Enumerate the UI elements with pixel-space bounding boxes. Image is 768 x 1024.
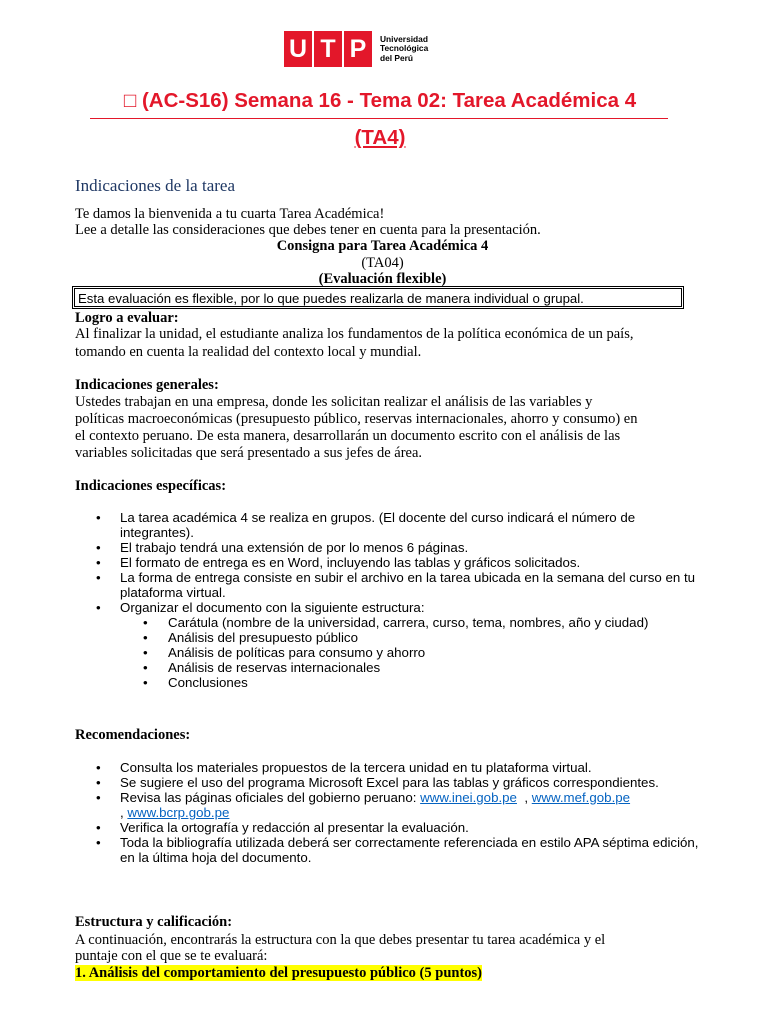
logro-heading: Logro a evaluar:	[75, 310, 179, 326]
logro-line: Al finalizar la unidad, el estudiante analiza los fundamentos de la política económica de un país,	[75, 326, 634, 342]
list-item: • Se sugiere el uso del programa Microsoft Excel para las tablas y gráficos correspondientes.	[96, 775, 700, 790]
bcrp-link[interactable]: www.bcrp.gob.pe	[127, 805, 230, 820]
estructura-heading: Estructura y calificación:	[75, 914, 233, 930]
list-item: • Organizar el documento con la siguiente estructura:	[96, 600, 700, 615]
generales-line: el contexto peruano. De esta manera, desarrollarán un documento escrito con el análisis de las	[75, 428, 621, 444]
list-item-links: • Revisa las páginas oficiales del gobierno peruano: www.inei.gob.pe , www.mef.gob.pe , www.bcrp.gob.pe	[96, 790, 700, 820]
mef-link[interactable]: www.mef.gob.pe	[531, 790, 631, 805]
estructura-line: A continuación, encontrarás la estructura con la que debes presentar tu tarea académica y el	[75, 932, 606, 948]
highlighted-item: 1. Análisis del comportamiento del presupuesto público (5 puntos)	[75, 965, 482, 981]
sub-list-item: • Análisis de reservas internacionales	[143, 660, 700, 675]
sub-list-item: • Carátula (nombre de la universidad, carrera, curso, tema, nombres, año y ciudad)	[143, 615, 700, 630]
logo-university-name: Universidad Tecnológica del Perú	[380, 33, 429, 63]
sub-list-item: • Análisis de políticas para consumo y ahorro	[143, 645, 700, 660]
flexible-evaluation-note: Esta evaluación es flexible, por lo que puedes realizarla de manera individual o grupal.	[74, 288, 682, 307]
list-item: • Verifica la ortografía y redacción al presentar la evaluación.	[96, 820, 700, 835]
consigna-code: (TA04)	[361, 255, 404, 271]
generales-line: Ustedes trabajan en una empresa, donde les solicitan realizar el análisis de las variables y	[75, 394, 593, 410]
page-title: □ (AC-S16) Semana 16 - Tema 02: Tarea Académica 4	[123, 89, 637, 112]
consigna-heading: Consigna para Tarea Académica 4	[276, 238, 489, 254]
generales-line: políticas macroeconómicas (presupuesto público, reservas internacionales, ahorro y consumo) en	[75, 411, 638, 427]
list-item: • La tarea académica 4 se realiza en grupos. (El docente del curso indicará el número de integrantes).	[96, 510, 700, 540]
list-item: • Consulta los materiales propuestos de la tercera unidad en tu plataforma virtual.	[96, 760, 700, 775]
generales-heading: Indicaciones generales:	[75, 377, 219, 393]
list-item: • La forma de entrega consiste en subir el archivo en la tarea ubicada en la semana del curso en tu plataforma virtual.	[96, 570, 700, 600]
read-text: Lee a detalle las consideraciones que debes tener en cuenta para la presentación.	[75, 222, 541, 238]
page-title-code: (TA4)	[354, 126, 406, 149]
inei-link[interactable]: www.inei.gob.pe	[420, 790, 517, 805]
recomendaciones-list	[96, 760, 700, 865]
list-item: • El formato de entrega es en Word, incluyendo las tablas y gráficos solicitados.	[96, 555, 700, 570]
logo-letter-p: P	[344, 31, 372, 67]
recomendaciones-heading: Recomendaciones:	[75, 727, 191, 743]
logo-letter-u: U	[284, 31, 312, 67]
sub-list-item: • Conclusiones	[143, 675, 700, 690]
evaluation-type: (Evaluación flexible)	[318, 271, 447, 287]
logro-line: tomando en cuenta la realidad del contexto local y mundial.	[75, 344, 422, 360]
generales-line: variables solicitadas que será presentado a sus jefes de área.	[75, 445, 423, 461]
sub-list-item: • Análisis del presupuesto público	[143, 630, 700, 645]
especificas-list	[96, 510, 700, 690]
links-prefix: Revisa las páginas oficiales del gobierno peruano:	[120, 790, 417, 805]
estructura-item-1	[75, 965, 482, 982]
list-item: • Toda la bibliografía utilizada deberá ser correctamente referenciada en estilo APA séptima edición, en la última hoja del documento.	[96, 835, 700, 865]
title-divider	[90, 118, 668, 119]
list-item: • El trabajo tendrá una extensión de por lo menos 6 páginas.	[96, 540, 700, 555]
estructura-line: puntaje con el que se te evaluará:	[75, 948, 268, 964]
utp-logo	[284, 30, 428, 68]
section-heading: Indicaciones de la tarea	[75, 176, 235, 195]
logo-letter-t: T	[314, 31, 342, 67]
welcome-text: Te damos la bienvenida a tu cuarta Tarea Académica!	[75, 206, 385, 222]
especificas-heading: Indicaciones específicas:	[75, 478, 227, 494]
